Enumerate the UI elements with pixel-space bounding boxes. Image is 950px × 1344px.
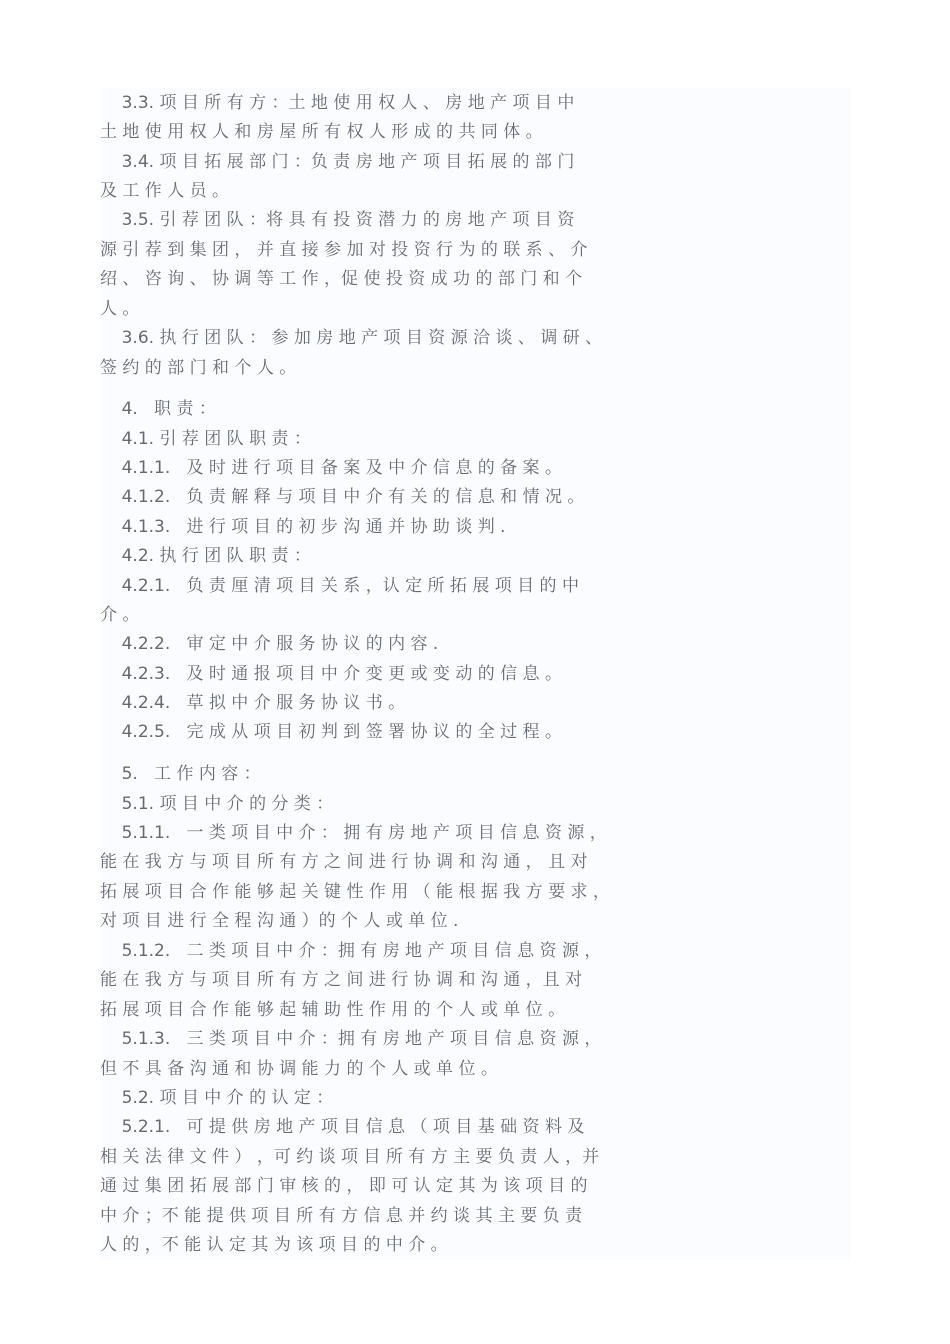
- text-line: 4.2.3. 及 时 通 报 项 目 中 介 变 更 或 变 动 的 信 息 。: [100, 664, 562, 684]
- section-heading: 4. 职 责 ：: [100, 399, 216, 419]
- text-line: 4.2.4. 草 拟 中 介 服 务 协 议 书 。: [100, 693, 406, 713]
- text-line: 5.1.1. 一 类 项 目 中 介 ： 拥 有 房 地 产 项 目 信 息 资 源 ，: [100, 823, 607, 843]
- text-line: 对 项 目 进 行 全 程 沟 通 ）的 个 人 或 单 位 .: [100, 911, 459, 931]
- text-line: 4.2.5. 完 成 从 项 目 初 判 到 签 署 协 议 的 全 过 程 。: [100, 722, 562, 742]
- text-line: 人 。: [100, 299, 140, 319]
- text-line: 拓 展 项 目 合 作 能 够 起 关 键 性 作 用 （ 能 根 据 我 方 要 求 ，: [100, 882, 610, 902]
- text-line: 中 介 ；不 能 提 供 项 目 所 有 方 信 息 并 约 谈 其 主 要 负 责: [100, 1206, 583, 1226]
- text-line: 但 不 具 备 沟 通 和 协 调 能 力 的 个 人 或 单 位 。: [100, 1059, 498, 1079]
- text-line: 及 工 作 人 员 。: [100, 181, 230, 201]
- text-line: 5.2.1. 可 提 供 房 地 产 项 目 信 息 （ 项 目 基 础 资 料 及: [100, 1117, 585, 1137]
- text-line: 4.2.1. 负 责 厘 清 项 目 关 系 ，认 定 所 拓 展 项 目 的 中: [100, 576, 579, 596]
- document-page: [100, 88, 850, 1260]
- text-line: 介 。: [100, 605, 140, 625]
- text-line: 绍 、 咨 询 、 协 调 等 工 作 ，促 使 投 资 成 功 的 部 门 和 个: [100, 269, 583, 289]
- text-line: 4.2.2. 审 定 中 介 服 务 协 议 的 内 容 .: [100, 634, 439, 654]
- text-line: 4.1.1. 及 时 进 行 项 目 备 案 及 中 介 信 息 的 备 案 。: [100, 458, 562, 478]
- text-line: 能 在 我 方 与 项 目 所 有 方 之 间 进 行 协 调 和 沟 通 ， 且 对: [100, 852, 588, 872]
- text-line: 5.2. 项 目 中 介 的 认 定 ：: [100, 1088, 334, 1108]
- section-heading: 5. 工 作 内 容 ：: [100, 764, 261, 784]
- text-line: 5.1.2. 二 类 项 目 中 介 ：拥 有 房 地 产 项 目 信 息 资 源 ，: [100, 941, 602, 961]
- text-line: 4.1.3. 进 行 项 目 的 初 步 沟 通 并 协 助 谈 判 .: [100, 517, 506, 537]
- text-line: 4.2. 执 行 团 队 职 责 ：: [100, 546, 311, 566]
- text-line: 能 在 我 方 与 项 目 所 有 方 之 间 进 行 协 调 和 沟 通 ，且 对: [100, 970, 583, 990]
- text-line: 源 引 荐 到 集 团 ， 并 直 接 参 加 对 投 资 行 为 的 联 系 、 介: [100, 240, 588, 260]
- text-line: 5.1.3. 三 类 项 目 中 介 ：拥 有 房 地 产 项 目 信 息 资 源 ，: [100, 1029, 602, 1049]
- text-line: 人 的 ，不 能 认 定 其 为 该 项 目 的 中 介 。: [100, 1235, 448, 1255]
- text-line: 通 过 集 团 拓 展 部 门 审 核 的 ， 即 可 认 定 其 为 该 项 目 的: [100, 1176, 588, 1196]
- text-line: 5.1. 项 目 中 介 的 分 类 ：: [100, 794, 334, 814]
- text-line: 3.3. 项 目 所 有 方 ：土 地 使 用 权 人 、 房 地 产 项 目 中: [100, 93, 575, 113]
- text-line: 4.1. 引 荐 团 队 职 责 ：: [100, 429, 311, 449]
- text-line: 3.6. 执 行 团 队 ： 参 加 房 地 产 项 目 资 源 洽 谈 、 调 研 、: [100, 328, 603, 348]
- text-line: 土 地 使 用 权 人 和 房 屋 所 有 权 人 形 成 的 共 同 体 。: [100, 122, 543, 142]
- text-line: 签 约 的 部 门 和 个 人 。: [100, 358, 297, 378]
- text-line: 3.5. 引 荐 团 队 ：将 具 有 投 资 潜 力 的 房 地 产 项 目 资: [100, 210, 575, 230]
- text-line: 相 关 法 律 文 件 ） ，可 约 谈 项 目 所 有 方 主 要 负 责 人 ，并: [100, 1147, 600, 1167]
- text-line: 拓 展 项 目 合 作 能 够 起 辅 助 性 作 用 的 个 人 或 单 位 。: [100, 1000, 566, 1020]
- text-line: 4.1.2. 负 责 解 释 与 项 目 中 介 有 关 的 信 息 和 情 况 。: [100, 487, 585, 507]
- text-line: 3.4. 项 目 拓 展 部 门 ：负 责 房 地 产 项 目 拓 展 的 部 门: [100, 152, 575, 172]
